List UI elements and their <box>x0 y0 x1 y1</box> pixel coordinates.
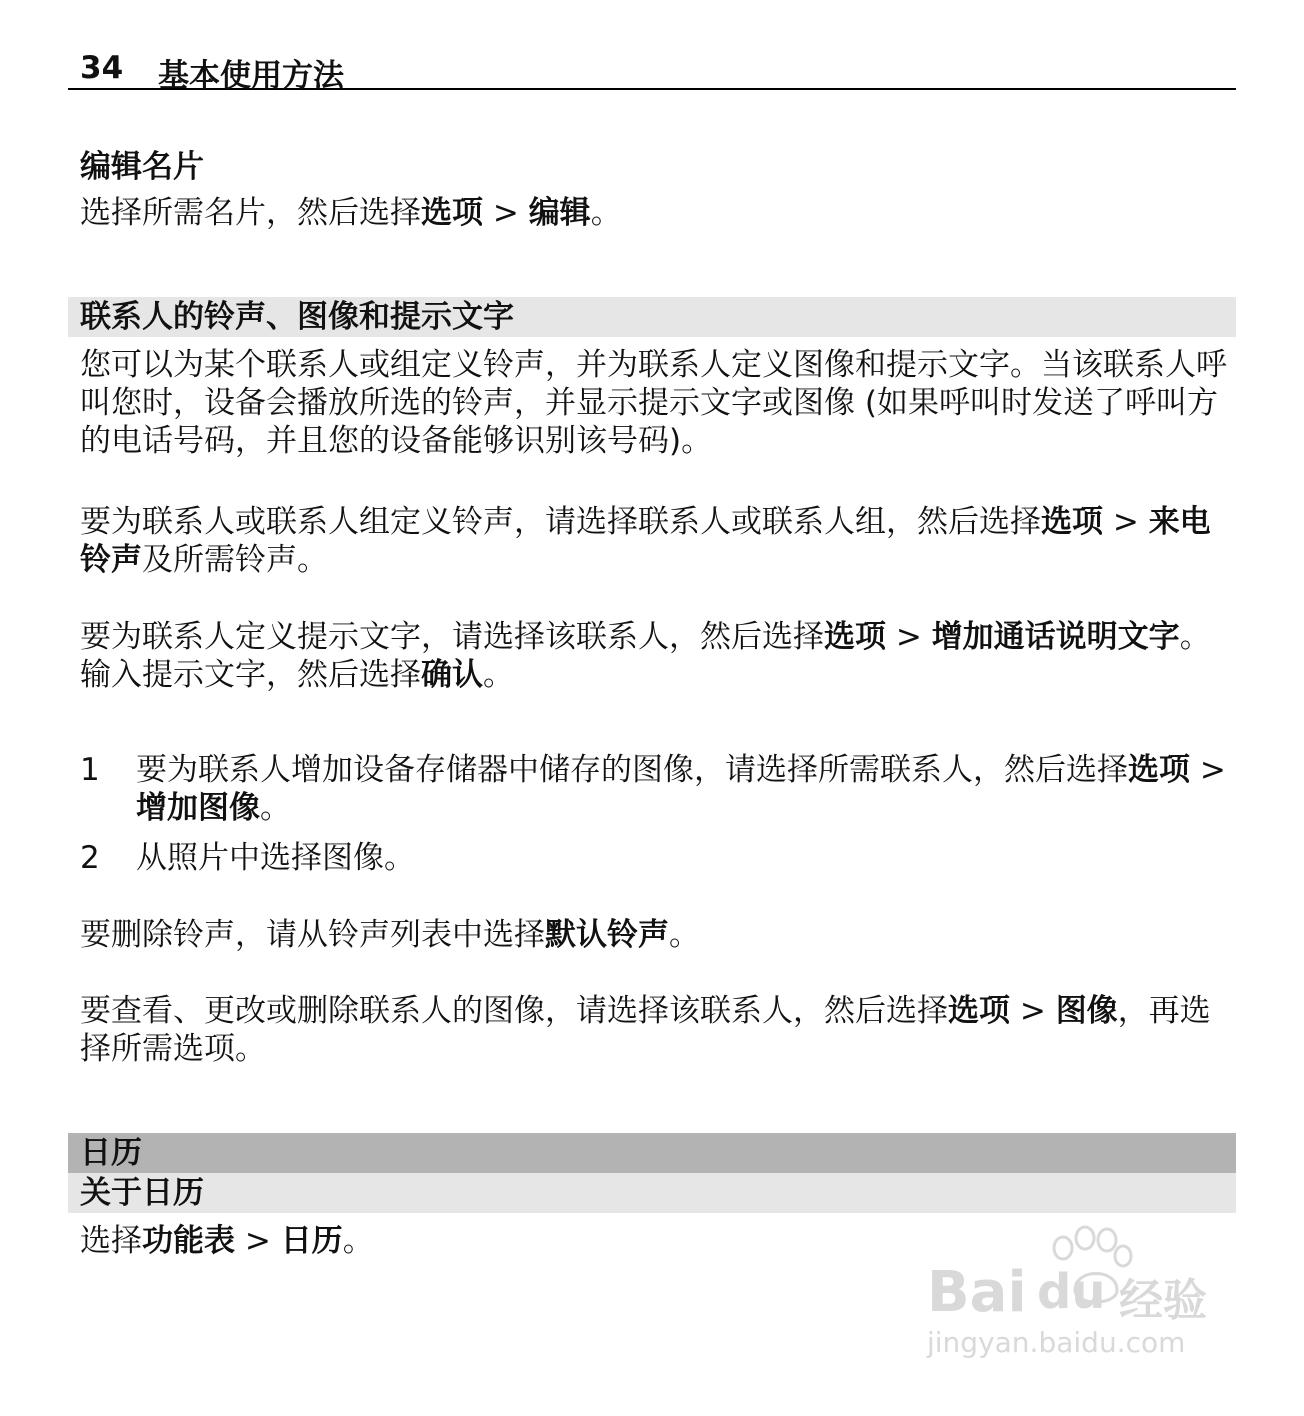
page-number: 34 <box>80 50 124 86</box>
ringtone-paragraph-delete: 要删除铃声，请从铃声列表中选择默认铃声。 <box>80 917 700 953</box>
watermark-url: jingyan.baidu.com <box>927 1326 1186 1359</box>
step-number: 2 <box>80 840 100 876</box>
calendar-subheading: 关于日历 <box>80 1175 204 1211</box>
calendar-paragraph: 选择功能表 > 日历。 <box>80 1223 374 1259</box>
ringtone-paragraph-caption: 要为联系人定义提示文字，请选择该联系人，然后选择选项 > 增加通话说明文字。输入提示文字，然后选择确认。 <box>80 619 1211 693</box>
ringtone-heading: 联系人的铃声、图像和提示文字 <box>80 299 514 335</box>
page-header <box>68 44 1236 94</box>
page-section-title: 基本使用方法 <box>158 58 344 94</box>
calendar-subheading-band <box>68 1173 1236 1213</box>
ringtone-paragraph-view-image: 要查看、更改或删除联系人的图像，请选择该联系人，然后选择选项 > 图像，再选择所需选项。 <box>80 993 1211 1067</box>
step-text: 从照片中选择图像。 <box>136 840 415 876</box>
step-number: 1 <box>80 752 100 788</box>
edit-card-paragraph: 选择所需名片，然后选择选项 > 编辑。 <box>80 195 622 231</box>
baidu-watermark <box>925 1220 1225 1370</box>
ringtone-paragraph-define: 要为联系人或联系人组定义铃声，请选择联系人或联系人组，然后选择选项 > 来电铃声及所需铃声。 <box>80 504 1211 578</box>
watermark-cn: 经验 <box>1119 1275 1207 1326</box>
edit-card-heading: 编辑名片 <box>80 149 204 185</box>
step-text: 要为联系人增加设备存储器中储存的图像，请选择所需联系人，然后选择选项 > 增加图像。 <box>136 752 1226 826</box>
watermark-brand: Bai <box>927 1260 1027 1325</box>
ringtone-heading-band <box>68 297 1236 337</box>
ringtone-intro: 您可以为某个联系人或组定义铃声，并为联系人定义图像和提示文字。当该联系人呼叫您时，设备会播放所选的铃声，并显示提示文字或图像 (如果呼叫时发送了呼叫方的电话号码，并且您的设备能够识别该号码)。 <box>80 347 1227 459</box>
calendar-heading-band <box>68 1133 1236 1173</box>
watermark-brand-du: du <box>1037 1264 1106 1320</box>
calendar-heading: 日历 <box>80 1135 142 1171</box>
